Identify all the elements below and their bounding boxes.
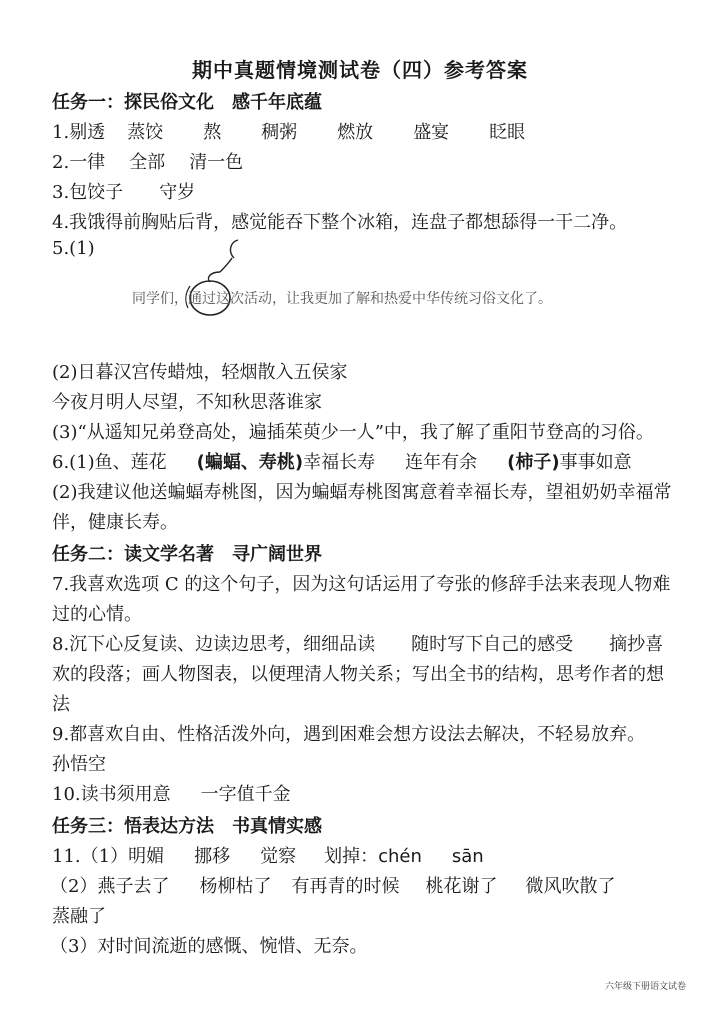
q1-item: 剔透: [69, 122, 106, 143]
q3-line: [52, 178, 195, 204]
q1-item: 燃放: [337, 122, 374, 143]
q1-item: 盛宴: [413, 122, 450, 143]
task1-heading: 任务一：探民俗文化 感千年底蕴: [52, 92, 322, 113]
q10-line: [52, 780, 291, 806]
q6-text: 事事如意: [559, 452, 632, 473]
q5-part3: (3)“从遥知兄弟登高处，遍插茱萸少一人”中，我了解了重阳节登高的习俗。: [52, 422, 654, 443]
q11-part2-line2: 蒸融了: [52, 906, 106, 927]
page-title: 期中真题情境测试卷（四）参考答案: [192, 58, 528, 82]
q2-item: 一律: [69, 152, 106, 173]
q11-pinyin-label: 划掉：: [324, 846, 379, 867]
q8-line1: 8.沉下心反复读、边读边思考，细细品读 随时写下自己的感受 摘抄喜: [52, 634, 664, 655]
q11-part2-item: 微风吹散了: [525, 876, 616, 897]
q6-bold-answer: (蝙蝠、寿桃): [196, 452, 304, 473]
q6-part2-line2: 伴，健康长寿。: [52, 512, 178, 533]
q11-part2-item: 有再青的时候: [291, 876, 400, 897]
q11-item: 觉察: [260, 846, 297, 867]
q11-part2-item: 桃花谢了: [425, 876, 498, 897]
q11-item: 挪移: [194, 846, 231, 867]
q5-part2-line2: 今夜月明人尽望，不知秋思落谁家: [52, 392, 322, 413]
q4-line: 4.我饿得前胸贴后背，感觉能吞下整个冰箱，连盘子都想舔得一干二净。: [52, 212, 628, 233]
q6-text: 连年有余: [405, 452, 478, 473]
q6-bold-answer: (柿子): [507, 452, 560, 473]
q10-item: 一字值千金: [200, 784, 291, 805]
q5-label: 5.(1): [52, 238, 95, 259]
q11-part2-item: 燕子去了: [97, 876, 170, 897]
q11-part2: [50, 872, 615, 898]
q6-text: 幸福长寿: [303, 452, 376, 473]
q2-item: 清一色: [189, 152, 244, 173]
q2-item: 全部: [129, 152, 166, 173]
q3-item: 包饺子: [69, 182, 124, 203]
q6-part2-line1: (2)我建议他送蝙蝠寿桃图，因为蝙蝠寿桃图寓意着幸福长寿，望祖奶奶幸福常: [52, 482, 672, 503]
q10-number: 10.: [52, 784, 81, 805]
handwritten-insert-mark: [180, 238, 260, 328]
q1-item: 蒸饺: [127, 122, 164, 143]
q11-item: 明媚: [128, 846, 165, 867]
q3-item: 守岁: [159, 182, 196, 203]
q11-number: 11.（1）: [52, 846, 129, 867]
q1-item: 熬: [203, 122, 222, 143]
q8-line3: 法: [52, 694, 70, 715]
q2-number: 2.: [52, 152, 70, 173]
q11-part2-item: 杨柳枯了: [199, 876, 272, 897]
q5-part2-line1: (2)日暮汉宫传蜡烛，轻烟散入五侯家: [52, 362, 348, 383]
q5-corrected-sentence: 同学们，通过这次活动，让我更加了解和热爱中华传统习俗文化了。: [132, 291, 552, 307]
page-footer: 六年级下册语文试卷: [604, 982, 686, 992]
q11-pinyin: chén: [378, 846, 422, 867]
q7-line1: 7.我喜欢选项 C 的这个句子，因为这句话运用了夸张的修辞手法来表现人物难: [52, 574, 671, 595]
q11-part3: （3）对时间流逝的感慨、惋惜、无奈。: [50, 936, 368, 957]
q1-item: 眨眼: [489, 122, 526, 143]
q10-item: 读书须用意: [80, 784, 171, 805]
q3-number: 3.: [52, 182, 70, 203]
task2-heading: 任务二：读文学名著 寻广阔世界: [52, 544, 322, 565]
q7-line2: 过的心情。: [52, 604, 142, 625]
q1-line: [52, 118, 525, 144]
q1-item: 稠粥: [261, 122, 298, 143]
q2-line: [52, 148, 243, 174]
q6-line: [52, 448, 632, 474]
q11-pinyin: sān: [451, 846, 484, 867]
task3-heading: 任务三：悟表达方法 书真情实感: [52, 816, 322, 837]
q9-line1: 9.都喜欢自由、性格活泼外向，遇到困难会想方设法去解决，不轻易放弃。: [52, 724, 646, 745]
q9-line2: 孙悟空: [52, 754, 106, 775]
q6-number: 6.(1)鱼、莲花: [52, 452, 167, 473]
q1-number: 1.: [52, 122, 70, 143]
q11-part2-label: （2）: [50, 876, 98, 897]
q8-line2: 欢的段落；画人物图表，以便理清人物关系；写出全书的结构，思考作者的想: [52, 664, 664, 685]
q11-part1: [52, 842, 484, 868]
